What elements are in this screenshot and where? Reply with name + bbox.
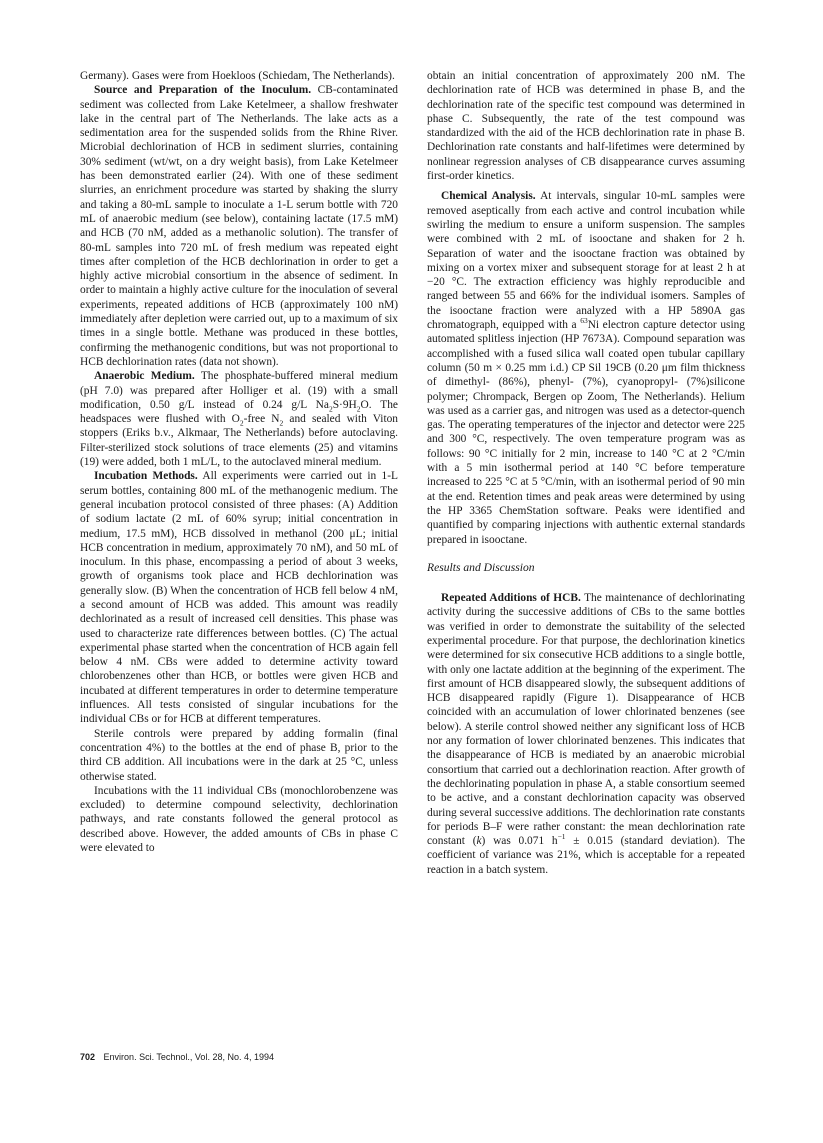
paragraph-incubation-methods: Incubation Methods. All experiments were carried out in 1-L serum bottles, containing 800 mL of the methanogenic medium. The general incubation protocol consisted of three phases: (A) Addition of sodium lactate (2 mL of 60% syrup; initial concentration in medium, 17.5 mM), HCB dissolved in methanol (200 μL; initial HCB concentration in medium, approximately 70 nM), and 50 mL of inoculum. In this phase, encompassing a period of about 3 weeks, growth of organisms took place and HCB dechlorination was generally slow. (B) When the concentration of HCB fell below 4 nM, a second amount of HCB was added. This amount was readily dechlorinated as a result of increased cell densities. This phase was used to characterize rate differences between bottles. (C) The actual experimental phase started when the concentration of HCB again fell below 4 nM. CBs were added to determine activity toward chlorobenzenes other than HCB, or bottles were given HCB and incubated at different temperatures in order to determine temperature influences. All tests consisted of singular incubations for the individual CBs or for HCB at different temperatures. bbox=[80, 470, 398, 726]
subheading-chemical-analysis: Chemical Analysis. bbox=[441, 190, 536, 203]
subheading-source-inoculum: Source and Preparation of the Inoculum. bbox=[94, 84, 312, 97]
page-number: 702 bbox=[80, 1052, 96, 1062]
journal-citation: Environ. Sci. Technol., Vol. 28, No. 4, 1994 bbox=[103, 1052, 274, 1062]
paragraph-source-inoculum: Source and Preparation of the Inoculum. CB-contaminated sediment was collected from Lake Ketelmeer, a shallow freshwater lake in the central part of The Netherlands. The lake acts as a sedimentation area for the suspended solids from the Rhine River. Microbial dechlorination of HCB in sediment slurries, containing 30% sediment (wt/wt, on a dry weight basis), from Lake Ketelmeer has been demonstrated earlier (24). With one of these sediment slurries, an enrichment procedure was started by shaking the slurry and taking a 80-mL sample to inoculate a 1-L serum bottle with 720 mL of anaerobic medium (see below), containing lactate (17.5 mM) and HCB (70 nM, added as a methanolic solution). The transfer of 80-mL samples into 720 mL of fresh medium was repeated eight times after completion of the HCB dechlorination in order to get a highly active microbial consortium in the absence of sediment. In order to maintain a highly active culture for the inoculation of several experiments, repeated additions of HCB (approximately 100 nM) immediately after depletion were carried out, up to a maximum of six times in a single bottle. Methane was produced in these bottles, confirming the methanogenic conditions, but was not proportional to HCB dechlorination rates (data not shown). bbox=[80, 84, 398, 368]
section-heading-results: Results and Discussion bbox=[427, 560, 535, 574]
subheading-incubation-methods: Incubation Methods. bbox=[94, 470, 198, 483]
paragraph-anaerobic-medium: Anaerobic Medium. The phosphate-buffered mineral medium (pH 7.0) was prepared after Holliger et al. (19) with a small modification, 0.50 g/L instead of 0.24 g/L $Na_2S\cdot 9H_2O$. The headspaces were flushed with $O_2$-free $N_2$ and sealed with Viton stoppers (Eriks b.v., Alkmaar, The Netherlands) before autoclaving. Filter-sterilized stock solutions of trace elements (25) and vitamins (19) were added, both 1 mL/L, to the autoclaved mineral medium. bbox=[80, 370, 399, 469]
paragraph-continuation-right: obtain an initial concentration of approximately 200 nM. The dechlorination rate of HCB was determined in phase B, and the dechlorination rate of the specific test compound was determined in phase C. Subsequently, the rate of the test compound was standardized with the aid of the HCB dechlorination rate in phase B. Dechlorination rate constants and half-lifetimes were determined by nonlinear regression analyses of CB disappearance curves assuming first-order kinetics. bbox=[427, 70, 745, 183]
paragraph-chemical-analysis: Chemical Analysis. At intervals, singular 10-mL samples were removed aseptically from each active and control incubation while swirling the medium to ensure a uniform suspension. The samples were combined with 2 mL of isooctane and shaken for 2 h. Separation of water and the isooctane fraction was obtained by mixing on a vortex mixer and subsequent storage for at least 2 h at −20 °C. The extraction efficiency was highly reproducible and ranged between 55 and 66% for the individual isomers. Samples of the isooctane fraction were analyzed with a HP 5890A gas chromatograph, equipped with a $^{63}$Ni electron capture detector using automated splitless injection (HP 7673A). Compound separation was accomplished with a fused silica wall coated open tubular capillary column (50 m × 0.25 mm i.d.) CP Sil 19CB (0.20 μm film thickness of dimethyl- (86%), phenyl- (7%), cyanopropyl- (7%)silicone polymer; Chrompack, Bergen op Zoom, The Netherlands). Helium was used as a carrier gas, and nitrogen was used as a detector-quench gas. The operating temperatures of the injector and detector were 225 and 300 °C, respectively. The oven temperature program was as follows: 90 °C initially for 2 min, increase to 140 °C at 2 °C/min with a 5 min isothermal period at 140 °C before temperature increased to 225 °C at 5 °C/min, with an isothermal period of 90 min at the end. Retention times and peak areas were determined by using the HP 3365 ChemStation software. Peaks were identified and quantified by comparing injections with authentic external standards prepared in isooctane. bbox=[427, 190, 745, 546]
paragraph-continuation: Germany). Gases were from Hoekloos (Schiedam, The Netherlands). bbox=[80, 70, 395, 82]
subheading-repeated-additions: Repeated Additions of HCB. bbox=[441, 592, 581, 605]
right-column bbox=[427, 69, 745, 877]
subheading-anaerobic-medium: Anaerobic Medium. bbox=[94, 370, 195, 383]
left-column bbox=[80, 69, 398, 855]
paragraph-repeated-additions: Repeated Additions of HCB. The maintenance of dechlorinating activity during the successive additions of CBs to the same bottles was verified in order to demonstrate the suitability of the selected experimental procedure. For that purpose, the dechlorination kinetics were determined for six consecutive HCB additions to a single bottle, with only one lactate addition at the beginning of the experiment. The first amount of HCB disappeared slowly, the subsequent additions of HCB disappeared rapidly (Figure 1). Disappearance of HCB coincided with an accumulation of lower chlorinated benzenes (see below). A sterile control showed neither any significant loss of HCB nor any formation of lower chlorinated benzenes. This indicates that the disappearance of HCB is mediated by an anaerobic microbial consortium that carried out a dechlorination reaction. After growth of the dechlorinating population in phase A, a stable consortium seemed to be active, and a constant dechlorination capacity was observed during several successive additions. The dechlorination rate constants for periods B–F were rather constant: the mean dechlorination rate constant (k) was 0.071 $h^{-1} \pm 0.015$ (standard deviation). The coefficient of variance was 21%, which is acceptable for a repeated reaction in a batch system. bbox=[427, 592, 746, 876]
paragraph-incubations-individual: Incubations with the 11 individual CBs (monochlorobenzene was excluded) to determine compound selectivity, dechlorination pathways, and rate constants followed the general protocol as described above. However, the added amounts of CBs in phase C were elevated to bbox=[80, 784, 398, 855]
paragraph-sterile-controls: Sterile controls were prepared by adding formalin (final concentration 4%) to the bottles at the end of phase B, prior to the third CB addition. All incubations were in the dark at 25 °C, unless otherwise stated. bbox=[80, 727, 398, 783]
page-footer bbox=[80, 1052, 274, 1062]
